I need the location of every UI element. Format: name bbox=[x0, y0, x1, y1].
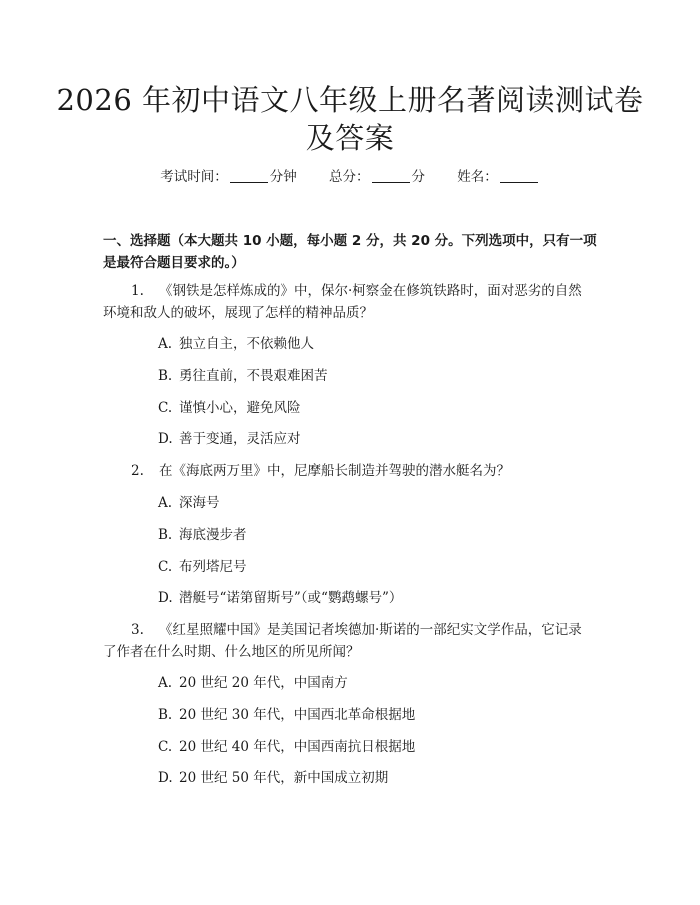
time-blank bbox=[230, 168, 268, 183]
option-1d bbox=[158, 429, 301, 449]
option-2c bbox=[158, 557, 247, 577]
option-text: 善于变通，灵活应对 bbox=[179, 431, 301, 447]
option-letter: D. bbox=[158, 590, 173, 606]
time-field bbox=[160, 167, 297, 187]
option-text: 20 世纪 50 年代，新中国成立初期 bbox=[179, 770, 389, 786]
option-1b bbox=[158, 366, 328, 386]
option-text: 深海号 bbox=[179, 495, 220, 511]
option-text: 布列塔尼号 bbox=[179, 559, 247, 575]
option-letter: B. bbox=[158, 707, 173, 723]
time-label: 考试时间： bbox=[160, 169, 228, 185]
option-text: 独立自主，不依赖他人 bbox=[179, 336, 314, 352]
option-letter: A. bbox=[158, 495, 173, 511]
option-letter: B. bbox=[158, 527, 173, 543]
option-letter: C. bbox=[158, 400, 173, 416]
question-number: 3. bbox=[131, 622, 144, 638]
option-2d bbox=[158, 588, 402, 608]
section-heading-line2: 是最符合题目要求的。） bbox=[103, 255, 245, 271]
score-unit: 分 bbox=[411, 169, 425, 185]
question-1-line2: 环境和敌人的破坏，展现了怎样的精神品质？ bbox=[103, 305, 373, 321]
option-letter: D. bbox=[158, 770, 173, 786]
option-3a bbox=[158, 673, 348, 693]
name-field bbox=[457, 167, 540, 187]
time-unit: 分钟 bbox=[269, 169, 297, 185]
page-title-line1: 2026 年初中语文八年级上册名著阅读测试卷 bbox=[56, 83, 644, 117]
option-text: 20 世纪 40 年代，中国西南抗日根据地 bbox=[179, 739, 416, 755]
question-text-line1: 《红星照耀中国》是美国记者埃德加·斯诺的一部纪实文学作品，它记录 bbox=[159, 622, 582, 638]
option-text: 20 世纪 20 年代，中国南方 bbox=[179, 675, 348, 691]
option-1c bbox=[158, 398, 301, 418]
name-label: 姓名： bbox=[457, 169, 498, 185]
question-3-line2: 了作者在什么时期、什么地区的所见所闻？ bbox=[103, 644, 360, 660]
option-letter: C. bbox=[158, 739, 173, 755]
option-letter: D. bbox=[158, 431, 173, 447]
option-3b bbox=[158, 705, 415, 725]
option-text: 谨慎小心，避免风险 bbox=[179, 400, 301, 416]
option-3d bbox=[158, 768, 388, 788]
question-3 bbox=[131, 619, 582, 641]
question-2 bbox=[131, 460, 510, 482]
option-3c bbox=[158, 737, 415, 757]
option-letter: A. bbox=[158, 336, 173, 352]
option-letter: C. bbox=[158, 559, 173, 575]
option-2a bbox=[158, 493, 220, 513]
question-number: 1. bbox=[131, 283, 144, 299]
section-heading bbox=[103, 230, 603, 274]
option-text: 勇往直前，不畏艰难困苦 bbox=[179, 368, 328, 384]
score-label: 总分： bbox=[329, 169, 370, 185]
page-title-line2: 及答案 bbox=[305, 121, 395, 155]
option-text: 潜艇号“诺第留斯号”（或“鹦鹉螺号”） bbox=[179, 590, 403, 606]
score-blank bbox=[372, 168, 410, 183]
question-text-line1: 《钢铁是怎样炼成的》中，保尔·柯察金在修筑铁路时，面对恶劣的自然 bbox=[159, 283, 582, 299]
option-text: 20 世纪 30 年代，中国西北革命根据地 bbox=[179, 707, 416, 723]
score-field bbox=[329, 167, 425, 187]
option-1a bbox=[158, 334, 314, 354]
name-blank bbox=[500, 168, 538, 183]
option-letter: B. bbox=[158, 368, 173, 384]
question-1 bbox=[131, 280, 582, 302]
option-text: 海底漫步者 bbox=[179, 527, 247, 543]
question-number: 2. bbox=[131, 463, 144, 479]
question-text-line1: 在《海底两万里》中，尼摩船长制造并驾驶的潜水艇名为？ bbox=[159, 463, 510, 479]
option-2b bbox=[158, 525, 247, 545]
section-heading-line1: 一、选择题（本大题共 10 小题，每小题 2 分，共 20 分。下列选项中，只有一项 bbox=[103, 233, 597, 249]
option-letter: A. bbox=[158, 675, 173, 691]
exam-meta bbox=[0, 167, 700, 187]
